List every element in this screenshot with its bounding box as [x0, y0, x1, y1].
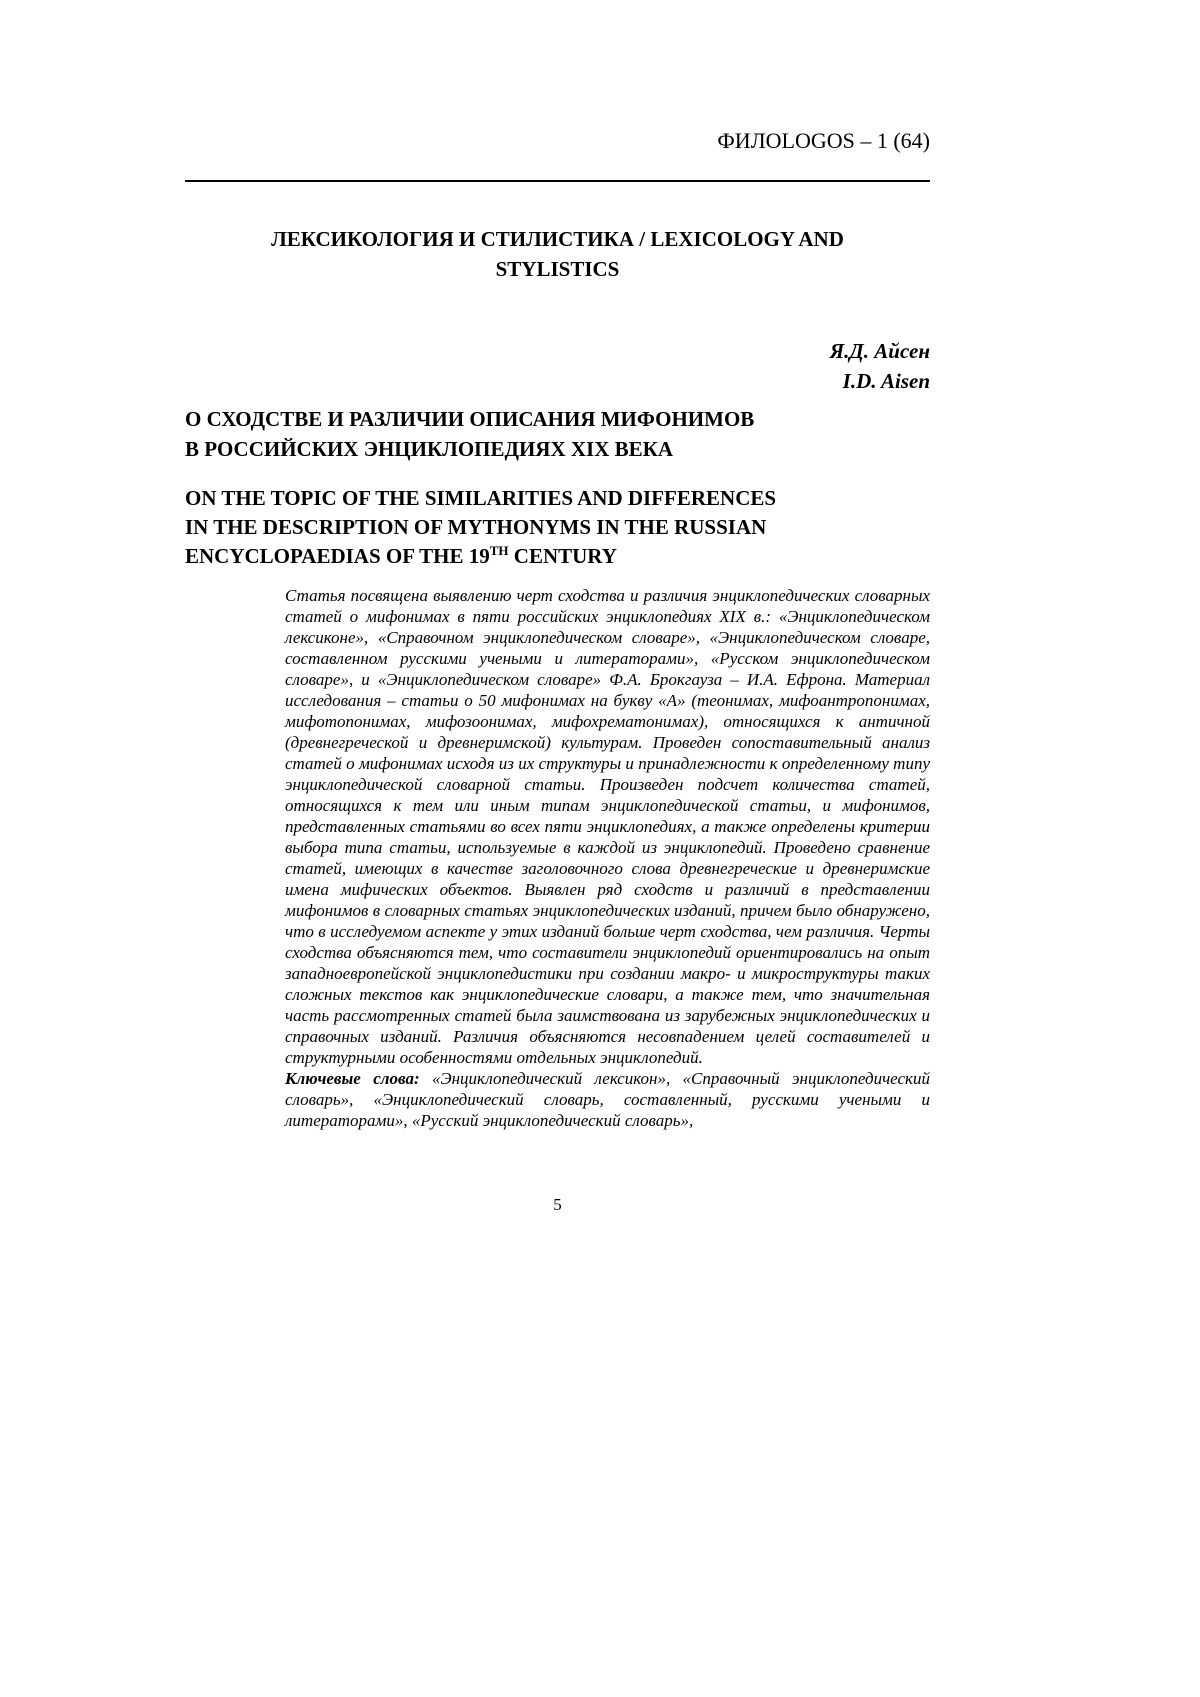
article-title-en-line3-text: ENCYCLOPAEDIAS OF THE 19: [185, 544, 490, 568]
article-title-ru-line2: В РОССИЙСКИХ ЭНЦИКЛОПЕДИЯХ XIX ВЕКА: [185, 437, 674, 461]
article-title-en-line3-tail: CENTURY: [508, 544, 617, 568]
article-title-en-line1: ON THE TOPIC OF THE SIMILARITIES AND DIFFERENCES: [185, 486, 777, 510]
article-title-en-line2: IN THE DESCRIPTION OF MYTHONYMS IN THE RUSSIAN: [185, 515, 767, 539]
author-name-ru: Я.Д. Айсен: [829, 339, 930, 363]
article-title-en: [185, 484, 930, 571]
keywords-label: Ключевые слова:: [285, 1069, 420, 1089]
header-rule: [185, 180, 930, 182]
journal-header: ФИЛОLOGOS – 1 (64): [717, 128, 930, 153]
authors-block: [185, 336, 930, 396]
abstract-block: [285, 585, 930, 1131]
keywords-text: «Энциклопедический лексикон», «Справочный энциклопедический словарь», «Энциклопедический словарь, составленный, русскими учеными и литераторами», «Русский энциклопедический словарь»,: [285, 1069, 931, 1131]
section-heading: [185, 224, 930, 284]
keywords-paragraph: [285, 1068, 930, 1131]
author-name-en: I.D. Aisen: [842, 369, 930, 393]
article-title-en-line3: [185, 542, 930, 571]
article-title-ru: [185, 404, 930, 464]
page-content: [185, 0, 930, 1232]
section-heading-line1: ЛЕКСИКОЛОГИЯ И СТИЛИСТИКА / LEXICOLOGY AND: [271, 227, 844, 251]
section-heading-line2: STYLISTICS: [495, 257, 620, 281]
article-title-ru-line1: О СХОДСТВЕ И РАЗЛИЧИИ ОПИСАНИЯ МИФОНИМОВ: [185, 407, 755, 431]
abstract-text: Статья посвящена выявлению черт сходства и различия энциклопедических словарных статей о мифонимах в пяти российских энциклопедиях XIX в.: «Энциклопедическом лексиконе», «Справочном энциклопедическом словаре», «Энциклопедическом словаре, составленном русскими учеными и литераторами», «Русском энциклопедическом словаре», и «Энциклопедическом словаре» Ф.А. Брокгауза – И.А. Ефрона. Материал исследования – статьи о 50 мифонимах на букву «А» (теонимах, мифоантропонимах, мифотопонимах, мифозоонимах, мифохрематонимах), относящихся к античной (древнегреческой и древнеримской) культурам. Проведен сопоставительный анализ статей о мифонимах исходя из их структуры и принадлежности к определенному типу энциклопедической словарной статьи. Произведен подсчет количества статей, относящихся к тем или иным типам энциклопедической статьи, и мифонимов, представленных статьями во всех пяти энциклопедиях, а также определены критерии выбора типа статьи, используемые в каждой из энциклопедий. Проведено сравнение статей, имеющих в качестве заголовочного слова древнегреческие и древнеримские имена мифических объектов. Выявлен ряд сходств и различий в представлении мифонимов в словарных статьях энциклопедических изданий, причем было обнаружено, что в исследуемом аспекте у этих изданий больше черт сходства, чем различия. Черты сходства объясняются тем, что составители энциклопедий ориентировались на опыт западноевропейской энциклопедистики при создании макро- и микроструктуры таких сложных текстов как энциклопедические словари, а также тем, что значительная часть рассмотренных статей была заимствована из зарубежных энциклопедических и справочных изданий. Различия объясняются несовпадением целей составителей и структурными особенностями отдельных энциклопедий.: [285, 586, 930, 1068]
title-superscript: TH: [489, 543, 509, 558]
page-number: 5: [553, 1195, 562, 1215]
